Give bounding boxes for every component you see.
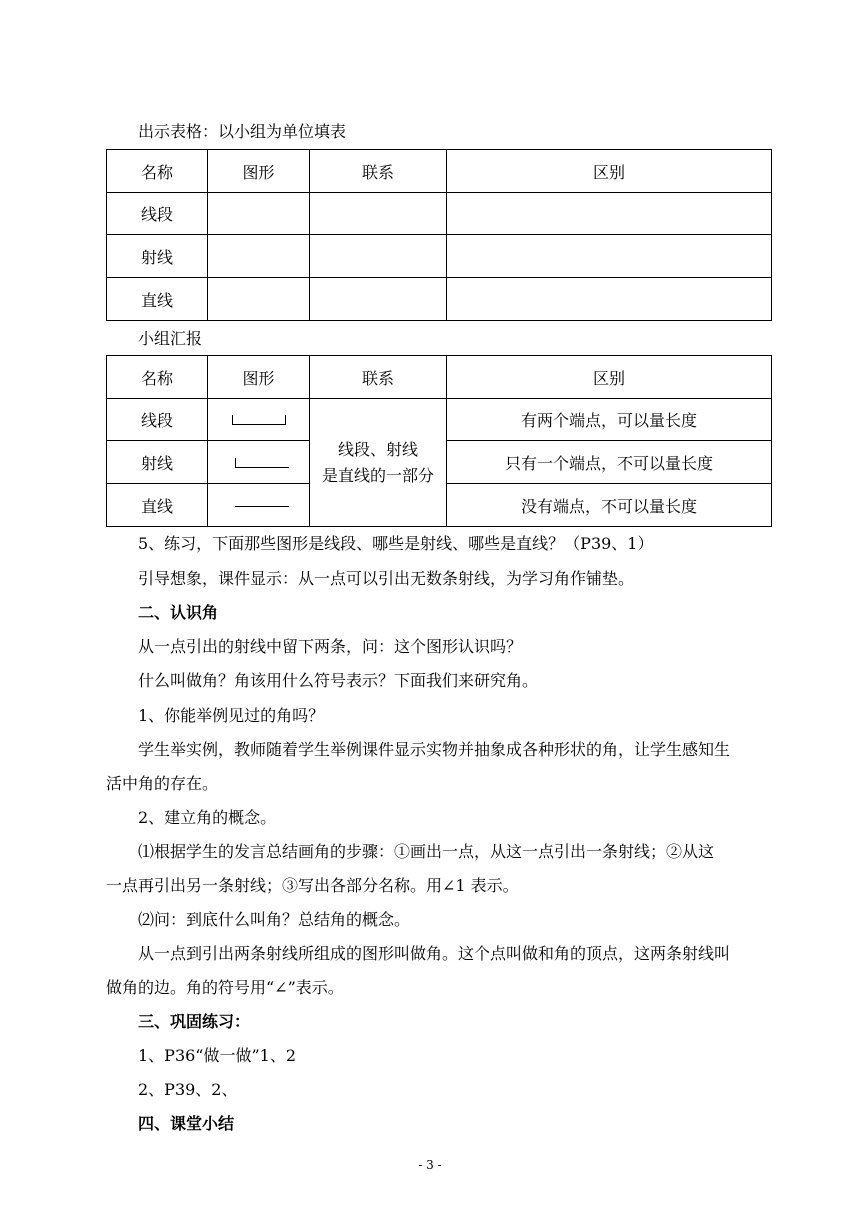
empty-cell bbox=[310, 193, 447, 235]
row-name: 线段 bbox=[107, 399, 208, 441]
paragraph: 做角的边。角的符号用“∠”表示。 bbox=[106, 978, 344, 997]
row-name: 直线 bbox=[107, 278, 208, 321]
row-name: 射线 bbox=[107, 441, 208, 484]
empty-cell bbox=[310, 278, 447, 321]
page-number: - 3 - bbox=[418, 1158, 442, 1172]
paragraph: 2、P39、2、 bbox=[138, 1080, 238, 1099]
paragraph: 从一点引出的射线中留下两条，问：这个图形认识吗？ bbox=[138, 637, 523, 656]
line-figure bbox=[208, 484, 310, 527]
section-heading: 二、认识角 bbox=[138, 603, 219, 622]
empty-cell bbox=[208, 235, 310, 278]
fill-in-table bbox=[106, 149, 772, 321]
relation-cell bbox=[310, 399, 447, 527]
paragraph: 5、练习，下面那些图形是线段、哪些是射线、哪些是直线？（P39、1） bbox=[138, 534, 654, 553]
empty-cell bbox=[208, 278, 310, 321]
paragraph: 学生举实例，教师随着学生举例课件显示实物并抽象成各种形状的角，让学生感知生 bbox=[138, 740, 731, 759]
difference-cell: 没有端点，不可以量长度 bbox=[447, 484, 772, 527]
paragraph: 什么叫做角？角该用什么符号表示？下面我们来研究角。 bbox=[138, 671, 539, 690]
paragraph: 2、建立角的概念。 bbox=[138, 808, 277, 827]
relation-line2: 是直线的一部分 bbox=[321, 465, 434, 485]
header-figure: 图形 bbox=[208, 356, 310, 399]
section-heading: 三、巩固练习： bbox=[138, 1012, 251, 1031]
report-label: 小组汇报 bbox=[138, 329, 203, 348]
paragraph: 从一点到引出两条射线所组成的图形叫做角。这个点叫做和角的顶点，这两条射线叫 bbox=[138, 944, 731, 963]
relation-line1: 线段、射线 bbox=[337, 439, 418, 459]
empty-cell bbox=[447, 278, 772, 321]
header-relation: 联系 bbox=[310, 150, 447, 193]
difference-cell: 有两个端点，可以量长度 bbox=[447, 399, 772, 441]
paragraph: 活中角的存在。 bbox=[106, 774, 219, 793]
header-relation: 联系 bbox=[310, 356, 447, 399]
header-name: 名称 bbox=[107, 356, 208, 399]
intro-text: 出示表格：以小组为单位填表 bbox=[138, 122, 347, 141]
empty-cell bbox=[208, 193, 310, 235]
empty-cell bbox=[447, 193, 772, 235]
difference-cell: 只有一个端点，不可以量长度 bbox=[447, 441, 772, 484]
paragraph: ⑵问：到底什么叫角？总结角的概念。 bbox=[138, 910, 411, 929]
section-heading: 四、课堂小结 bbox=[138, 1114, 235, 1133]
header-figure: 图形 bbox=[208, 150, 310, 193]
paragraph: 1、P36“做一做”1、2 bbox=[138, 1046, 297, 1065]
row-name: 直线 bbox=[107, 484, 208, 527]
paragraph: 1、你能举例见过的角吗？ bbox=[138, 706, 325, 725]
paragraph: 引导想象，课件显示：从一点可以引出无数条射线，为学习角作铺垫。 bbox=[138, 569, 635, 588]
row-name: 射线 bbox=[107, 235, 208, 278]
empty-cell bbox=[447, 235, 772, 278]
header-difference: 区别 bbox=[447, 150, 772, 193]
empty-cell bbox=[310, 235, 447, 278]
ray-figure bbox=[208, 441, 310, 484]
paragraph: ⑴根据学生的发言总结画角的步骤：①画出一点，从这一点引出一条射线；②从这 bbox=[138, 842, 715, 861]
header-name: 名称 bbox=[107, 150, 208, 193]
report-table bbox=[106, 355, 772, 527]
row-name: 线段 bbox=[107, 193, 208, 235]
header-difference: 区别 bbox=[447, 356, 772, 399]
segment-figure bbox=[208, 399, 310, 441]
paragraph: 一点再引出另一条射线；③写出各部分名称。用∠1 表示。 bbox=[106, 876, 519, 895]
